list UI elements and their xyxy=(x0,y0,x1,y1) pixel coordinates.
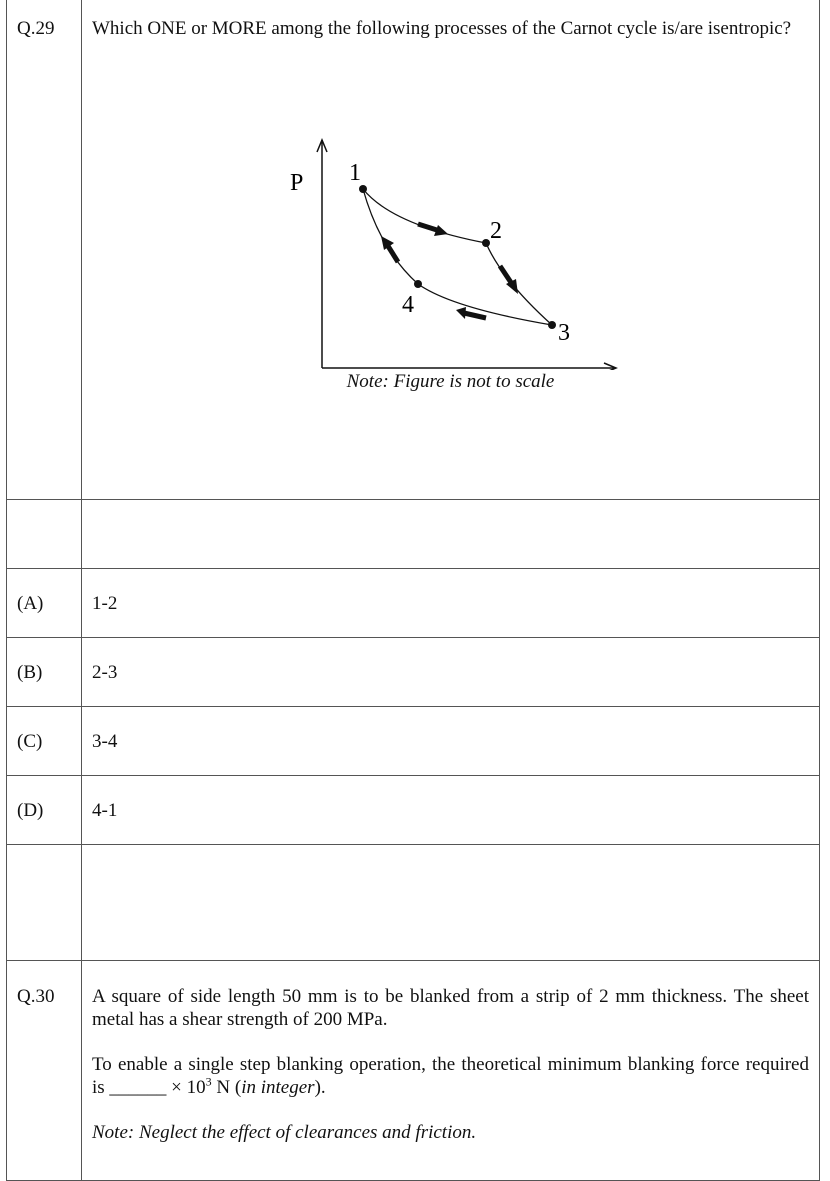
option-c-text: 3-4 xyxy=(82,707,820,776)
option-row-b[interactable] xyxy=(7,638,820,707)
question-table xyxy=(6,0,820,1181)
q30-paragraph-1: A square of side length 50 mm is to be blanked from a strip of 2 mm thickness. The sheet metal has a shear strength of 200 MPa. xyxy=(92,986,809,1030)
q29-figure-note: Note: Figure is not to scale xyxy=(346,371,555,392)
q30-para2-unit: N ( xyxy=(211,1077,242,1098)
option-row-c[interactable] xyxy=(7,707,820,776)
q29-number: Q.29 xyxy=(7,0,82,500)
option-d-text: 4-1 xyxy=(82,776,820,845)
q29-bottom-spacer-row xyxy=(7,845,820,961)
q30-row xyxy=(7,961,820,1181)
state-point-4 xyxy=(414,280,422,288)
x-axis-arrow xyxy=(604,363,616,370)
y-axis-label: P xyxy=(290,170,304,196)
option-c-label: (C) xyxy=(7,707,82,776)
q30-number: Q.30 xyxy=(7,961,82,1181)
pv-diagram-svg xyxy=(92,40,812,370)
point-label-1: 1 xyxy=(349,160,361,186)
point-label-4: 4 xyxy=(402,292,414,318)
state-point-2 xyxy=(482,239,490,247)
q29-spacer-row xyxy=(7,500,820,569)
carnot-pv-diagram xyxy=(92,40,812,370)
option-b-text: 2-3 xyxy=(82,638,820,707)
q30-para2-suffix: ). xyxy=(314,1077,326,1098)
option-d-label: (D) xyxy=(7,776,82,845)
option-row-d[interactable] xyxy=(7,776,820,845)
q29-body xyxy=(82,0,820,500)
option-row-a[interactable] xyxy=(7,569,820,638)
point-label-3: 3 xyxy=(558,320,570,346)
point-label-2: 2 xyxy=(490,218,502,244)
state-point-1 xyxy=(359,185,367,193)
process-1-2 xyxy=(363,189,486,243)
option-a-label: (A) xyxy=(7,569,82,638)
q30-exponent: 3 xyxy=(205,1074,212,1089)
q29-row xyxy=(7,0,820,500)
arrow-2-3 xyxy=(500,266,518,294)
process-2-3 xyxy=(486,243,552,325)
option-b-label: (B) xyxy=(7,638,82,707)
q30-body xyxy=(82,961,820,1181)
q29-question-text: Which ONE or MORE among the following processes of the Carnot cycle is/are isentropic? xyxy=(92,18,792,39)
q30-para2-prefix: To enable a single step blanking operation, the theoretical minimum blanking force required is ______ × 10 xyxy=(92,1054,809,1098)
arrow-1-2 xyxy=(418,224,448,236)
arrow-4-1 xyxy=(381,236,398,262)
q30-para2-italic: in integer xyxy=(241,1077,315,1098)
option-a-text: 1-2 xyxy=(82,569,820,638)
q30-note: Note: Neglect the effect of clearances and friction. xyxy=(92,1122,477,1143)
q30-paragraph-2 xyxy=(92,1053,809,1099)
state-point-3 xyxy=(548,321,556,329)
arrow-3-4 xyxy=(456,307,486,319)
process-4-1 xyxy=(363,189,418,284)
